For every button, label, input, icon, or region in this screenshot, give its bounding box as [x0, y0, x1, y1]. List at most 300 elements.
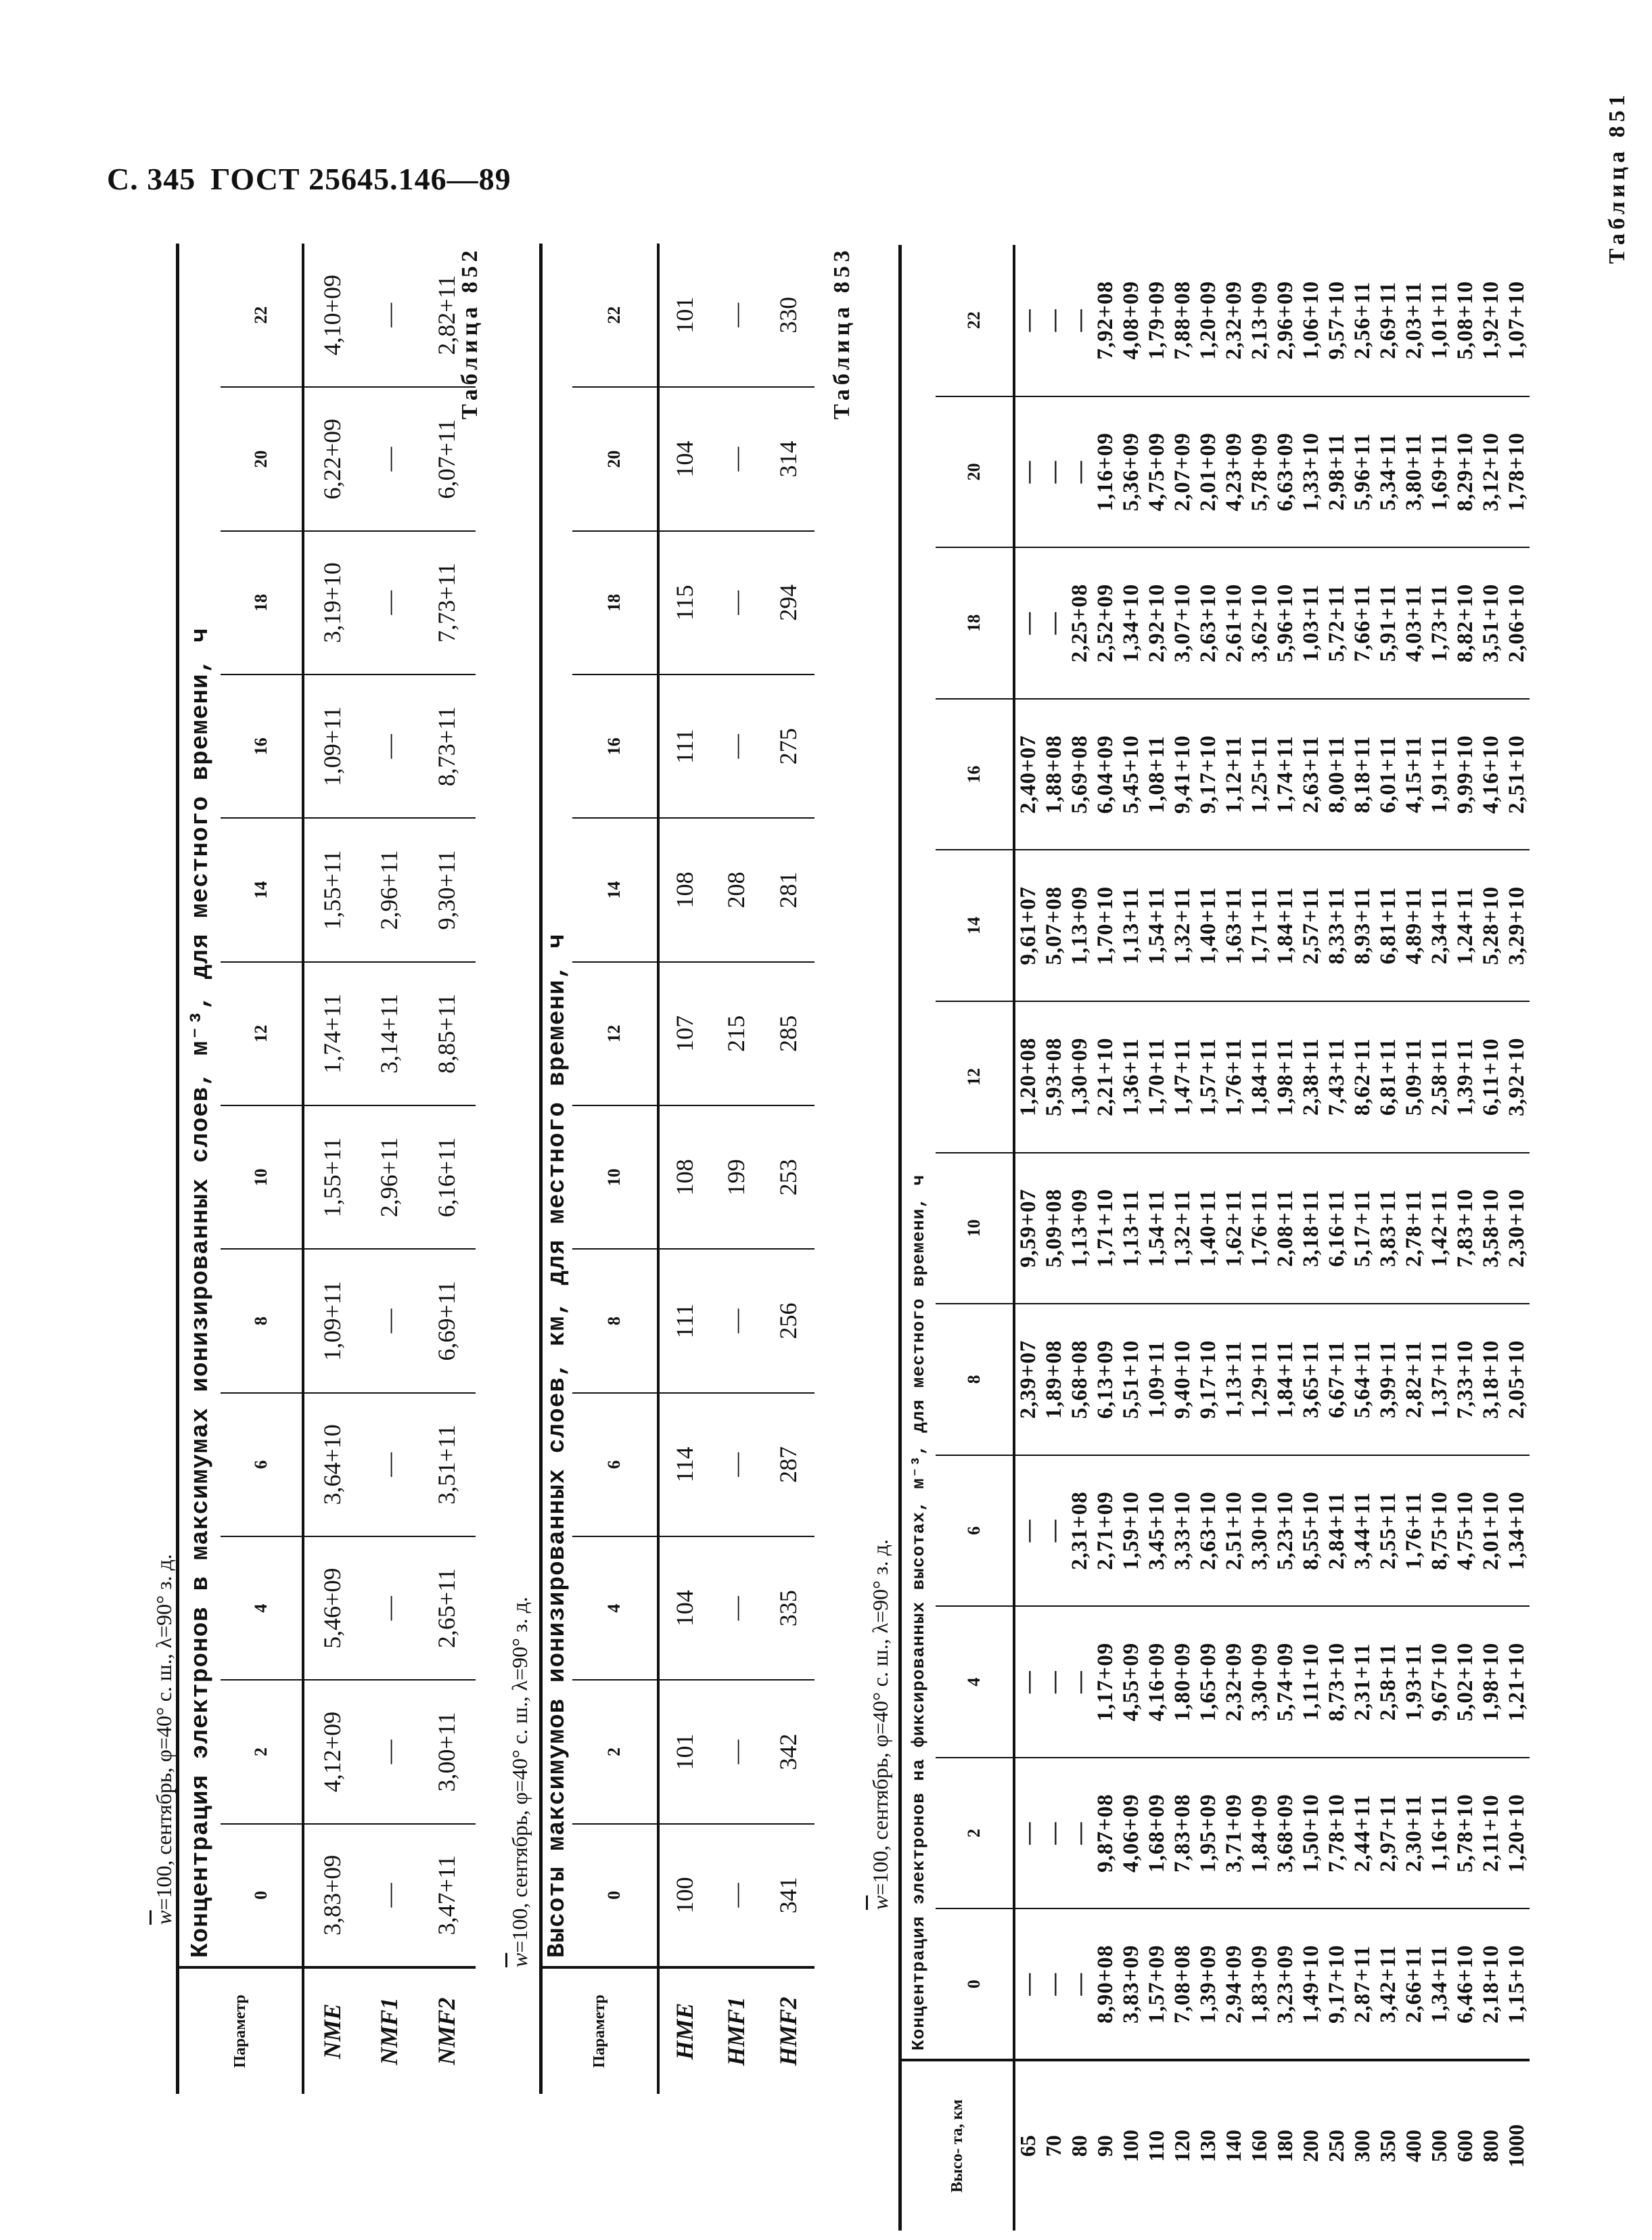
value-cell: 3,18+11	[1298, 1153, 1324, 1304]
table-852	[539, 244, 814, 2094]
hour-header: 2	[572, 1680, 658, 1823]
table-row	[1272, 245, 1298, 2231]
value-cell: 8,29+10	[1452, 396, 1478, 548]
value-cell: 1,40+11	[1195, 850, 1221, 1001]
value-cell: 8,93+11	[1350, 850, 1375, 1001]
value-cell: 7,92+08	[1093, 245, 1118, 396]
height-label: 160	[1247, 2130, 1271, 2162]
hour-header: 4	[572, 1536, 658, 1680]
hour-header: 10	[572, 1105, 658, 1249]
value-cell: 1,42+11	[1427, 1153, 1452, 1304]
value-cell: —	[1041, 1606, 1067, 1758]
value-cell: 342	[762, 1680, 814, 1823]
value-cell: 2,01+10	[1478, 1455, 1504, 1607]
value-cell: 1,80+09	[1170, 1606, 1195, 1758]
value-cell: —	[1041, 245, 1067, 396]
hour-header: 8	[936, 1304, 1014, 1455]
table-row	[1041, 245, 1067, 2231]
height-label: 120	[1170, 2130, 1194, 2162]
table-row	[361, 244, 418, 2094]
value-cell: 1,13+09	[1067, 850, 1093, 1001]
header-row	[900, 245, 936, 2231]
value-cell: 1,55+11	[303, 1105, 361, 1249]
hour-header: 22	[221, 244, 303, 387]
value-cell: 2,25+08	[1067, 547, 1093, 699]
value-cell: 2,92+10	[1144, 547, 1170, 699]
value-cell: —	[1067, 396, 1093, 548]
value-cell: 1,20+08	[1014, 1001, 1041, 1153]
value-cell: 9,87+08	[1093, 1758, 1118, 1909]
hour-header: 18	[572, 531, 658, 675]
value-cell: 1,57+09	[1144, 1908, 1170, 2060]
height-label: 1000	[1504, 2124, 1528, 2168]
height-label: 140	[1221, 2130, 1245, 2162]
header-row	[178, 244, 221, 2094]
value-cell: 2,65+11	[418, 1536, 476, 1680]
value-cell: 275	[762, 675, 814, 818]
value-cell: 2,30+10	[1504, 1153, 1530, 1304]
value-cell: —	[1041, 1908, 1067, 2060]
hour-header-row	[572, 244, 658, 2094]
hour-header: 2	[936, 1758, 1014, 1909]
table-row	[658, 244, 710, 2094]
table-852-block	[501, 244, 812, 2094]
value-cell: 8,73+10	[1324, 1606, 1350, 1758]
value-cell: 6,04+09	[1093, 699, 1118, 850]
value-cell: 8,85+11	[418, 962, 476, 1105]
value-cell: —	[710, 1249, 762, 1392]
value-cell: 5,64+11	[1350, 1304, 1375, 1455]
hour-header: 10	[936, 1153, 1014, 1304]
value-cell: 2,87+11	[1350, 1908, 1375, 2060]
value-cell: 1,69+11	[1427, 396, 1452, 548]
table-row	[1478, 245, 1504, 2231]
value-cell: 101	[658, 244, 710, 387]
value-cell: 1,76+11	[1401, 1455, 1427, 1607]
value-cell: 2,07+09	[1170, 396, 1195, 548]
param-label: NMF2	[433, 1997, 460, 2065]
table-row	[1247, 245, 1272, 2231]
value-cell: 115	[658, 531, 710, 675]
hour-header: 12	[572, 962, 658, 1105]
value-cell: 2,96+09	[1272, 245, 1298, 396]
height-label: 110	[1144, 2130, 1168, 2162]
hour-header: 4	[936, 1606, 1014, 1758]
hour-header: 6	[221, 1393, 303, 1536]
table-row	[1144, 245, 1170, 2231]
value-cell: 6,67+11	[1324, 1304, 1350, 1455]
value-cell: 6,16+11	[418, 1105, 476, 1249]
value-cell: 5,78+09	[1247, 396, 1272, 548]
hour-header: 14	[221, 818, 303, 961]
value-cell: —	[710, 387, 762, 530]
table-row	[1118, 245, 1144, 2231]
value-cell: 3,30+10	[1247, 1455, 1272, 1607]
value-cell: 1,91+11	[1427, 699, 1452, 850]
value-cell: —	[361, 675, 418, 818]
value-cell: 4,89+11	[1401, 850, 1427, 1001]
table-header: Концентрация электронов в максимумах ионизированных слоев, м⁻³, для местного времени, ч	[178, 244, 221, 1967]
value-cell: 1,09+11	[1144, 1304, 1170, 1455]
table-851-condition-title	[152, 244, 176, 2094]
table-row	[418, 244, 476, 2094]
value-cell: —	[710, 531, 762, 675]
value-cell: 3,33+10	[1170, 1455, 1195, 1607]
value-cell: 1,34+10	[1118, 547, 1144, 699]
hour-header: 8	[221, 1249, 303, 1392]
condition-text: =100, сентябрь, φ=40° с. ш., λ=90° з. д.	[868, 1539, 892, 1896]
value-cell: 1,15+10	[1504, 1908, 1530, 2060]
value-cell: —	[710, 1824, 762, 1967]
value-cell: 4,75+10	[1452, 1455, 1478, 1607]
value-cell: 7,83+08	[1170, 1758, 1195, 1909]
value-cell: 1,13+11	[1118, 850, 1144, 1001]
value-cell: 9,17+10	[1195, 1304, 1221, 1455]
value-cell: 5,17+11	[1350, 1153, 1375, 1304]
value-cell: 3,30+09	[1247, 1606, 1272, 1758]
height-label: 250	[1324, 2130, 1348, 2162]
value-cell: 1,36+11	[1118, 1001, 1144, 1153]
table-row	[1427, 245, 1452, 2231]
page-number: С. 345	[107, 162, 196, 196]
value-cell: 2,58+11	[1427, 1001, 1452, 1153]
value-cell: 285	[762, 962, 814, 1105]
value-cell: 2,78+11	[1401, 1153, 1427, 1304]
param-label: HMF1	[722, 1996, 750, 2066]
value-cell: 4,16+10	[1478, 699, 1504, 850]
value-cell: 5,69+08	[1067, 699, 1093, 850]
value-cell: 2,52+09	[1093, 547, 1118, 699]
value-cell: 1,39+11	[1452, 1001, 1478, 1153]
hour-header: 20	[221, 387, 303, 530]
value-cell: 5,72+11	[1324, 547, 1350, 699]
value-cell: 4,08+09	[1118, 245, 1144, 396]
value-cell: 1,13+11	[1221, 1304, 1247, 1455]
value-cell: —	[1014, 1606, 1041, 1758]
hour-header: 14	[572, 818, 658, 961]
value-cell: 5,07+08	[1041, 850, 1067, 1001]
value-cell: 2,21+10	[1093, 1001, 1118, 1153]
value-cell: 7,78+10	[1324, 1758, 1350, 1909]
value-cell: 1,13+11	[1118, 1153, 1144, 1304]
value-cell: —	[361, 244, 418, 387]
value-cell: 1,71+11	[1247, 850, 1272, 1001]
value-cell: 1,84+11	[1247, 1001, 1272, 1153]
table-row	[762, 244, 814, 2094]
value-cell: 1,03+11	[1298, 547, 1324, 699]
value-cell: 1,08+11	[1144, 699, 1170, 850]
value-cell: —	[361, 531, 418, 675]
value-cell: 2,40+07	[1014, 699, 1041, 850]
value-cell: —	[1041, 547, 1067, 699]
param-column-header: Параметр	[178, 1967, 303, 2094]
value-cell: 5,78+10	[1452, 1758, 1478, 1909]
value-cell: 5,46+09	[303, 1536, 361, 1680]
hour-header: 12	[936, 1001, 1014, 1153]
value-cell: 1,95+09	[1195, 1758, 1221, 1909]
value-cell: 3,19+10	[303, 531, 361, 675]
value-cell: 9,40+10	[1170, 1304, 1195, 1455]
value-cell: 2,01+09	[1195, 396, 1221, 548]
table-row	[1170, 245, 1195, 2231]
hour-header: 6	[572, 1393, 658, 1536]
value-cell: 1,54+11	[1144, 850, 1170, 1001]
value-cell: 8,62+11	[1350, 1001, 1375, 1153]
value-cell: 107	[658, 962, 710, 1105]
hour-header: 0	[221, 1824, 303, 1967]
param-column-header: Параметр	[541, 1967, 658, 2094]
value-cell: 8,90+08	[1093, 1908, 1118, 2060]
value-cell: 1,09+11	[303, 1249, 361, 1392]
table-row	[1504, 245, 1530, 2231]
value-cell: 1,78+10	[1504, 396, 1530, 548]
table-853-block	[863, 245, 1529, 2231]
value-cell: 3,80+11	[1401, 396, 1427, 548]
value-cell: 4,15+11	[1401, 699, 1427, 850]
hour-header: 18	[936, 547, 1014, 699]
value-cell: 1,57+11	[1195, 1001, 1221, 1153]
table-row	[1298, 245, 1324, 2231]
param-label: HME	[671, 2003, 698, 2060]
value-cell: 6,69+11	[418, 1249, 476, 1392]
value-cell: 2,06+10	[1504, 547, 1530, 699]
value-cell: 1,11+10	[1298, 1606, 1324, 1758]
value-cell: 6,16+11	[1324, 1153, 1350, 1304]
value-cell: —	[710, 1536, 762, 1680]
value-cell: 4,75+09	[1144, 396, 1170, 548]
value-cell: 104	[658, 387, 710, 530]
value-cell: 1,84+11	[1272, 1304, 1298, 1455]
value-cell: 4,23+09	[1221, 396, 1247, 548]
hour-header: 10	[221, 1105, 303, 1249]
value-cell: 5,28+10	[1478, 850, 1504, 1001]
value-cell: 1,84+11	[1272, 850, 1298, 1001]
value-cell: 2,31+11	[1350, 1606, 1375, 1758]
value-cell: 9,67+10	[1427, 1606, 1452, 1758]
value-cell: —	[710, 244, 762, 387]
value-cell: 6,07+11	[418, 387, 476, 530]
value-cell: 4,16+09	[1144, 1606, 1170, 1758]
table-851	[176, 244, 476, 2094]
table-header: Концентрация электронов на фиксированных высотах, м⁻³, для местного времени, ч	[900, 245, 936, 2060]
height-column-header: Высо- та, км	[900, 2060, 1014, 2231]
table-852-label: Таблица 852	[457, 246, 482, 419]
value-cell: 7,08+08	[1170, 1908, 1195, 2060]
value-cell: 1,39+09	[1195, 1908, 1221, 2060]
param-label: NMF1	[375, 1997, 403, 2065]
value-cell: 3,29+10	[1504, 850, 1530, 1001]
value-cell: 2,05+10	[1504, 1304, 1530, 1455]
value-cell: 1,40+11	[1195, 1153, 1221, 1304]
value-cell: 1,76+11	[1221, 1001, 1247, 1153]
value-cell: 2,13+09	[1247, 245, 1272, 396]
value-cell: 2,82+11	[418, 244, 476, 387]
value-cell: 2,32+09	[1221, 1606, 1247, 1758]
value-cell: 1,62+11	[1221, 1153, 1247, 1304]
value-cell: 1,76+11	[1247, 1153, 1272, 1304]
value-cell: 108	[658, 818, 710, 961]
value-cell: 3,12+10	[1478, 396, 1504, 548]
solar-activity-symbol: $\overline{w}$	[152, 1910, 176, 1925]
hour-header: 14	[936, 850, 1014, 1001]
value-cell: 5,91+11	[1375, 547, 1401, 699]
table-row	[1452, 245, 1478, 2231]
height-label: 90	[1093, 2135, 1117, 2157]
table-row	[303, 244, 361, 2094]
value-cell: 1,73+11	[1427, 547, 1452, 699]
value-cell: 2,55+11	[1375, 1455, 1401, 1607]
value-cell: 2,84+11	[1324, 1455, 1350, 1607]
value-cell: 4,03+11	[1401, 547, 1427, 699]
value-cell: —	[1067, 1758, 1093, 1909]
value-cell: —	[361, 1536, 418, 1680]
value-cell: 8,55+10	[1298, 1455, 1324, 1607]
value-cell: 1,12+11	[1221, 699, 1247, 850]
value-cell: 2,38+11	[1298, 1001, 1324, 1153]
param-label: NME	[319, 2003, 346, 2059]
value-cell: 3,42+11	[1375, 1908, 1401, 2060]
value-cell: 1,74+11	[303, 962, 361, 1105]
value-cell: 1,54+11	[1144, 1153, 1170, 1304]
value-cell: 3,99+11	[1375, 1304, 1401, 1455]
value-cell: 1,06+10	[1298, 245, 1324, 396]
value-cell: 1,65+09	[1195, 1606, 1221, 1758]
value-cell: 100	[658, 1824, 710, 1967]
value-cell: 4,12+09	[303, 1680, 361, 1823]
value-cell: 5,96+11	[1350, 396, 1375, 548]
value-cell: 1,50+10	[1298, 1758, 1324, 1909]
value-cell: 2,69+11	[1375, 245, 1401, 396]
value-cell: 114	[658, 1393, 710, 1536]
value-cell: 5,74+09	[1272, 1606, 1298, 1758]
value-cell: 1,70+10	[1093, 850, 1118, 1001]
value-cell: 208	[710, 818, 762, 961]
value-cell: 3,64+10	[303, 1393, 361, 1536]
value-cell: 1,34+11	[1427, 1908, 1452, 2060]
value-cell: 1,83+09	[1247, 1908, 1272, 2060]
value-cell: 3,65+11	[1298, 1304, 1324, 1455]
value-cell: 1,16+11	[1427, 1758, 1452, 1909]
value-cell: 294	[762, 531, 814, 675]
value-cell: 314	[762, 387, 814, 530]
standard-code: ГОСТ 25645.146—89	[210, 162, 511, 196]
table-row	[1014, 245, 1041, 2231]
value-cell: 2,34+11	[1427, 850, 1452, 1001]
value-cell: 1,88+08	[1041, 699, 1067, 850]
value-cell: 1,07+10	[1504, 245, 1530, 396]
value-cell: —	[1014, 1908, 1041, 2060]
value-cell: 3,07+10	[1170, 547, 1195, 699]
height-label: 130	[1195, 2130, 1220, 2162]
hour-header: 2	[221, 1680, 303, 1823]
value-cell: 1,30+09	[1067, 1001, 1093, 1153]
value-cell: 9,30+11	[418, 818, 476, 961]
value-cell: —	[1014, 396, 1041, 548]
value-cell: 9,17+10	[1324, 1908, 1350, 2060]
value-cell: 7,43+11	[1324, 1001, 1350, 1153]
value-cell: 7,73+11	[418, 531, 476, 675]
value-cell: 5,08+10	[1452, 245, 1478, 396]
value-cell: —	[710, 1680, 762, 1823]
value-cell: 2,71+09	[1093, 1455, 1118, 1607]
value-cell: 6,22+09	[303, 387, 361, 530]
hour-header: 20	[572, 387, 658, 530]
hour-header: 6	[936, 1455, 1014, 1607]
value-cell: —	[361, 1824, 418, 1967]
value-cell: 5,93+08	[1041, 1001, 1067, 1153]
value-cell: 1,98+11	[1272, 1001, 1298, 1153]
value-cell: 2,63+11	[1298, 699, 1324, 850]
table-row	[1324, 245, 1350, 2231]
condition-text: =100, сентябрь, φ=40° с. ш., λ=90° з. д.	[152, 1554, 176, 1911]
value-cell: 8,33+11	[1324, 850, 1350, 1001]
value-cell: 2,94+09	[1221, 1908, 1247, 2060]
value-cell: 2,61+10	[1221, 547, 1247, 699]
solar-activity-symbol: $\overline{w}$	[507, 1952, 532, 1967]
value-cell: 1,79+09	[1144, 245, 1170, 396]
value-cell: —	[1067, 1606, 1093, 1758]
value-cell: 6,63+09	[1272, 396, 1298, 548]
value-cell: —	[1014, 547, 1041, 699]
value-cell: 1,59+10	[1118, 1455, 1144, 1607]
value-cell: 199	[710, 1105, 762, 1249]
value-cell: 3,00+11	[418, 1680, 476, 1823]
value-cell: 3,44+11	[1350, 1455, 1375, 1607]
value-cell: 2,44+11	[1350, 1758, 1375, 1909]
height-label: 400	[1401, 2130, 1425, 2162]
hour-header: 22	[572, 244, 658, 387]
value-cell: 7,83+10	[1452, 1153, 1478, 1304]
value-cell: 4,10+09	[303, 244, 361, 387]
hour-header: 0	[572, 1824, 658, 1967]
value-cell: 9,59+07	[1014, 1153, 1041, 1304]
value-cell: —	[1067, 245, 1093, 396]
value-cell: 101	[658, 1680, 710, 1823]
value-cell: 253	[762, 1105, 814, 1249]
value-cell: 3,23+09	[1272, 1908, 1298, 2060]
value-cell: 6,01+11	[1375, 699, 1401, 850]
hour-header: 16	[572, 675, 658, 818]
value-cell: 1,70+11	[1144, 1001, 1170, 1153]
table-row	[1350, 245, 1375, 2231]
value-cell: 1,20+10	[1504, 1758, 1530, 1909]
value-cell: —	[1041, 1758, 1067, 1909]
hour-header: 4	[221, 1536, 303, 1680]
value-cell: 1,24+11	[1452, 850, 1478, 1001]
value-cell: 4,55+09	[1118, 1606, 1144, 1758]
table-row	[1221, 245, 1247, 2231]
hour-header: 16	[936, 699, 1014, 850]
value-cell: 5,51+10	[1118, 1304, 1144, 1455]
table-852-condition-title	[501, 244, 539, 2094]
height-label: 100	[1118, 2130, 1143, 2162]
value-cell: 2,18+10	[1478, 1908, 1504, 2060]
value-cell: 2,66+11	[1401, 1908, 1427, 2060]
value-cell: 5,23+10	[1272, 1455, 1298, 1607]
value-cell: 5,96+10	[1272, 547, 1298, 699]
value-cell: 2,31+08	[1067, 1455, 1093, 1607]
table-row	[1093, 245, 1118, 2231]
height-label: 600	[1452, 2130, 1477, 2162]
hour-header: 20	[936, 396, 1014, 548]
height-label: 350	[1375, 2130, 1400, 2162]
value-cell: 287	[762, 1393, 814, 1536]
value-cell: 1,98+10	[1478, 1606, 1504, 1758]
value-cell: 2,63+10	[1195, 1455, 1221, 1607]
value-cell: 108	[658, 1105, 710, 1249]
value-cell: 2,97+11	[1375, 1758, 1401, 1909]
height-label: 500	[1427, 2130, 1451, 2162]
